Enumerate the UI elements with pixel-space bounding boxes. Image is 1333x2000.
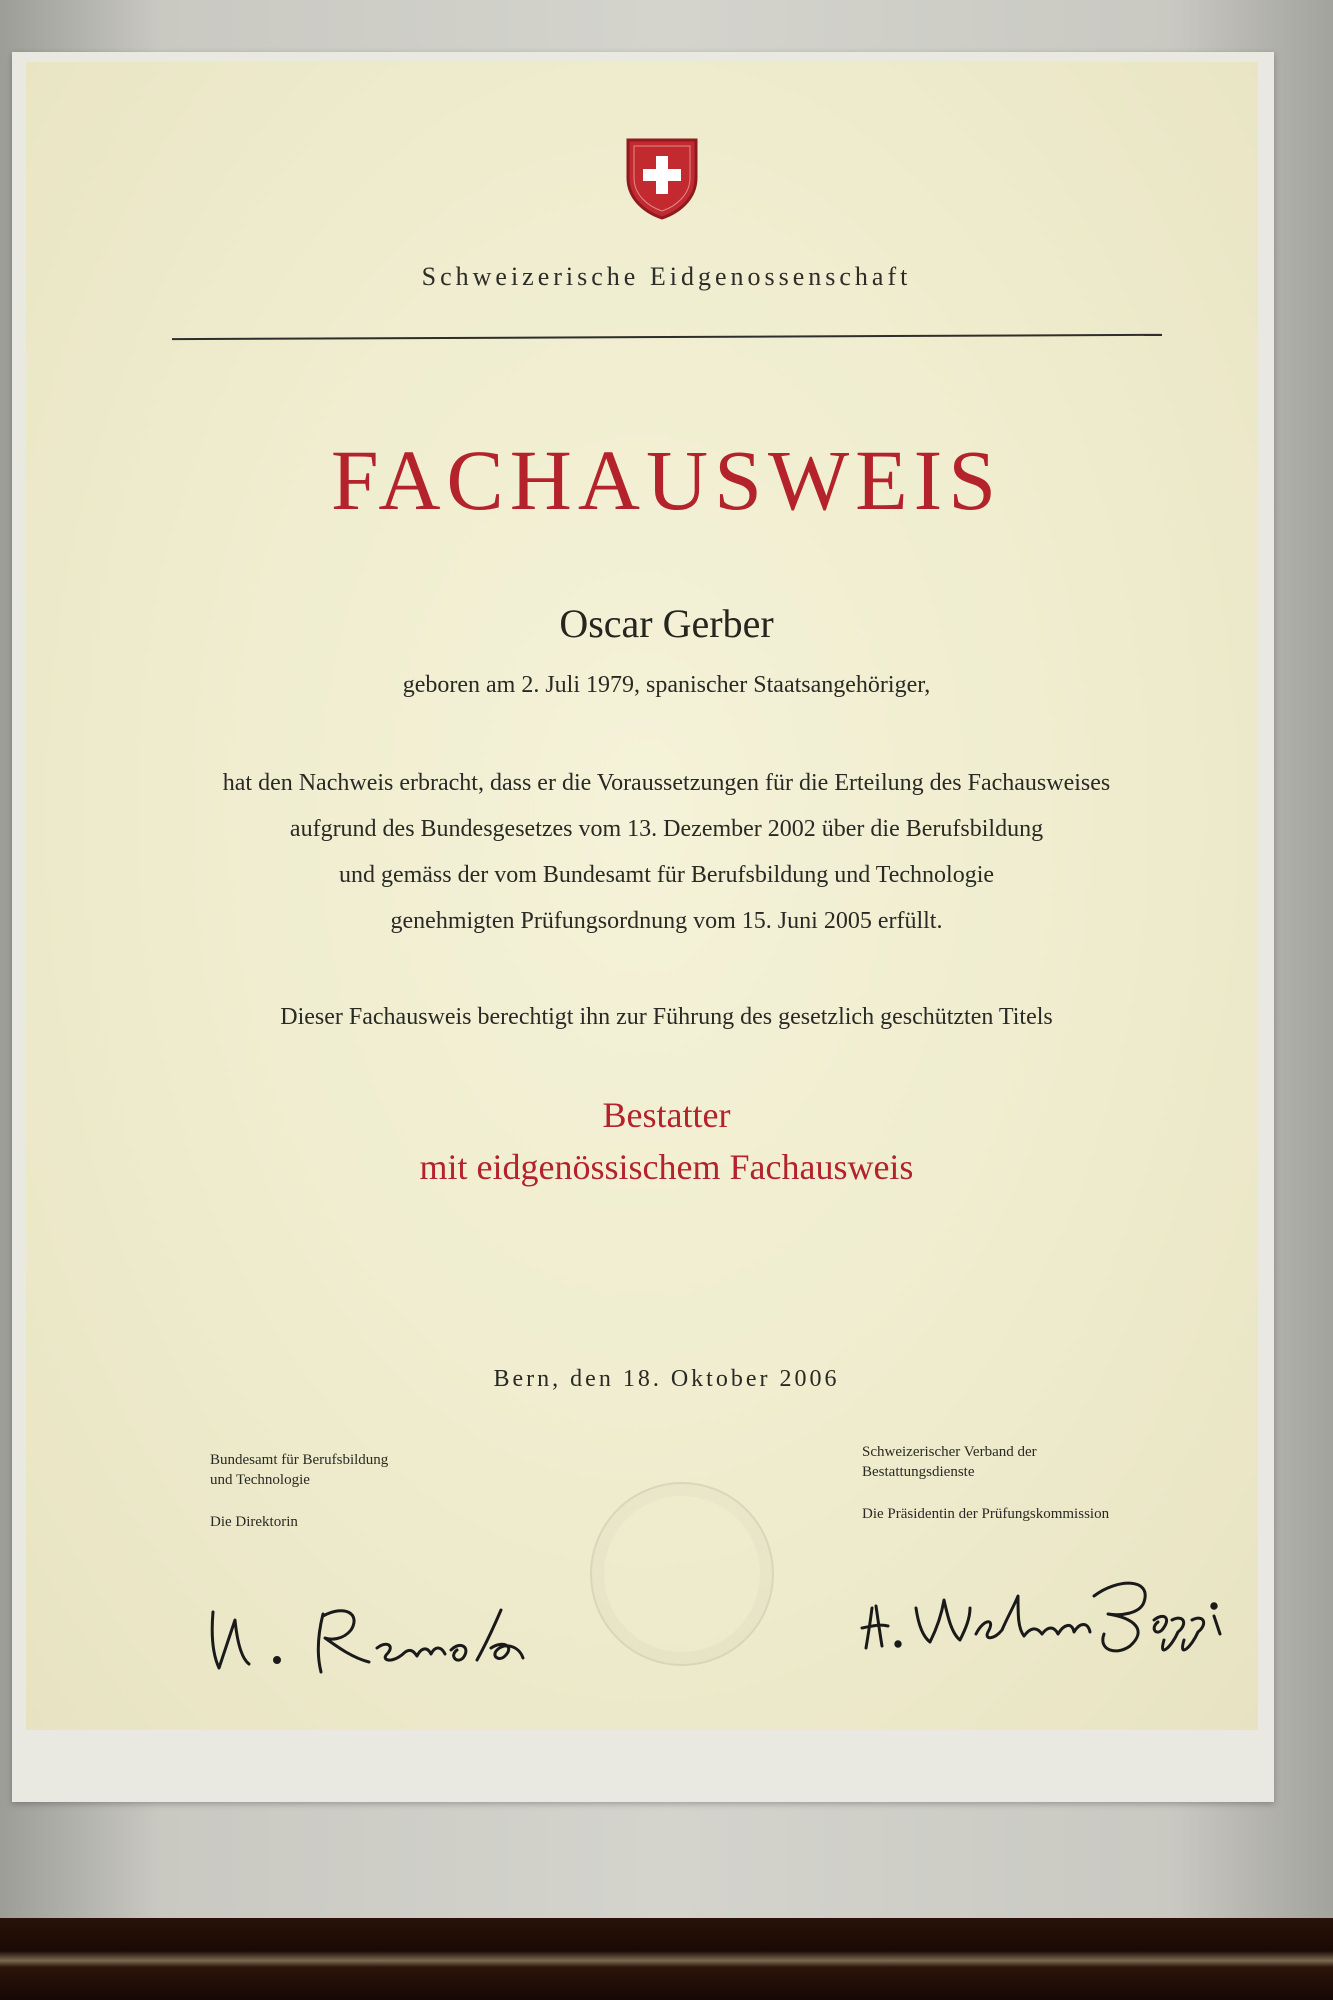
- profession-title: Bestatter: [602, 1095, 731, 1135]
- birth-line: geboren am 2. Juli 1979, spanischer Staatsangehöriger,: [402, 672, 931, 698]
- right-signatory-org: [862, 1442, 1037, 1482]
- right-org-line1: Schweizerischer Verband der: [862, 1444, 1037, 1460]
- body-line: hat den Nachweis erbracht, dass er die Voraussetzungen für die Erteilung des Fachausweises: [222, 770, 1111, 796]
- left-org-line2: und Technologie: [210, 1472, 310, 1488]
- embossed-seal: [590, 1482, 774, 1666]
- left-org-line1: Bundesamt für Berufsbildung: [210, 1452, 389, 1468]
- swiss-coat-of-arms-icon: [622, 134, 702, 220]
- certificate-title: FACHAUSWEIS: [330, 432, 1003, 528]
- entitlement-line: Dieser Fachausweis berechtigt ihn zur Führung des gesetzlich geschützten Titels: [280, 1004, 1053, 1030]
- confederation-heading: Schweizerische Eidgenossenschaft: [421, 262, 912, 291]
- holder-name: Oscar Gerber: [559, 601, 774, 646]
- frame-bottom-edge: [0, 1918, 1333, 2000]
- place-and-date: Bern, den 18. Oktober 2006: [493, 1366, 840, 1392]
- profession-subtitle: mit eidgenössischem Fachausweis: [419, 1147, 914, 1187]
- body-line: aufgrund des Bundesgesetzes vom 13. Dezember 2002 über die Berufsbildung: [289, 816, 1044, 842]
- left-signatory-org: [210, 1450, 388, 1490]
- right-signature: [858, 1556, 1238, 1666]
- right-signatory-role: Die Präsidentin der Prüfungskommission: [862, 1506, 1110, 1522]
- body-line: genehmigten Prüfungsordnung vom 15. Juni 2005 erfüllt.: [390, 908, 943, 934]
- right-org-line2: Bestattungsdienste: [862, 1464, 975, 1480]
- left-signature: [205, 1590, 535, 1680]
- body-line: und gemäss der vom Bundesamt für Berufsbildung und Technologie: [338, 862, 995, 888]
- left-signatory-role: Die Direktorin: [210, 1514, 298, 1530]
